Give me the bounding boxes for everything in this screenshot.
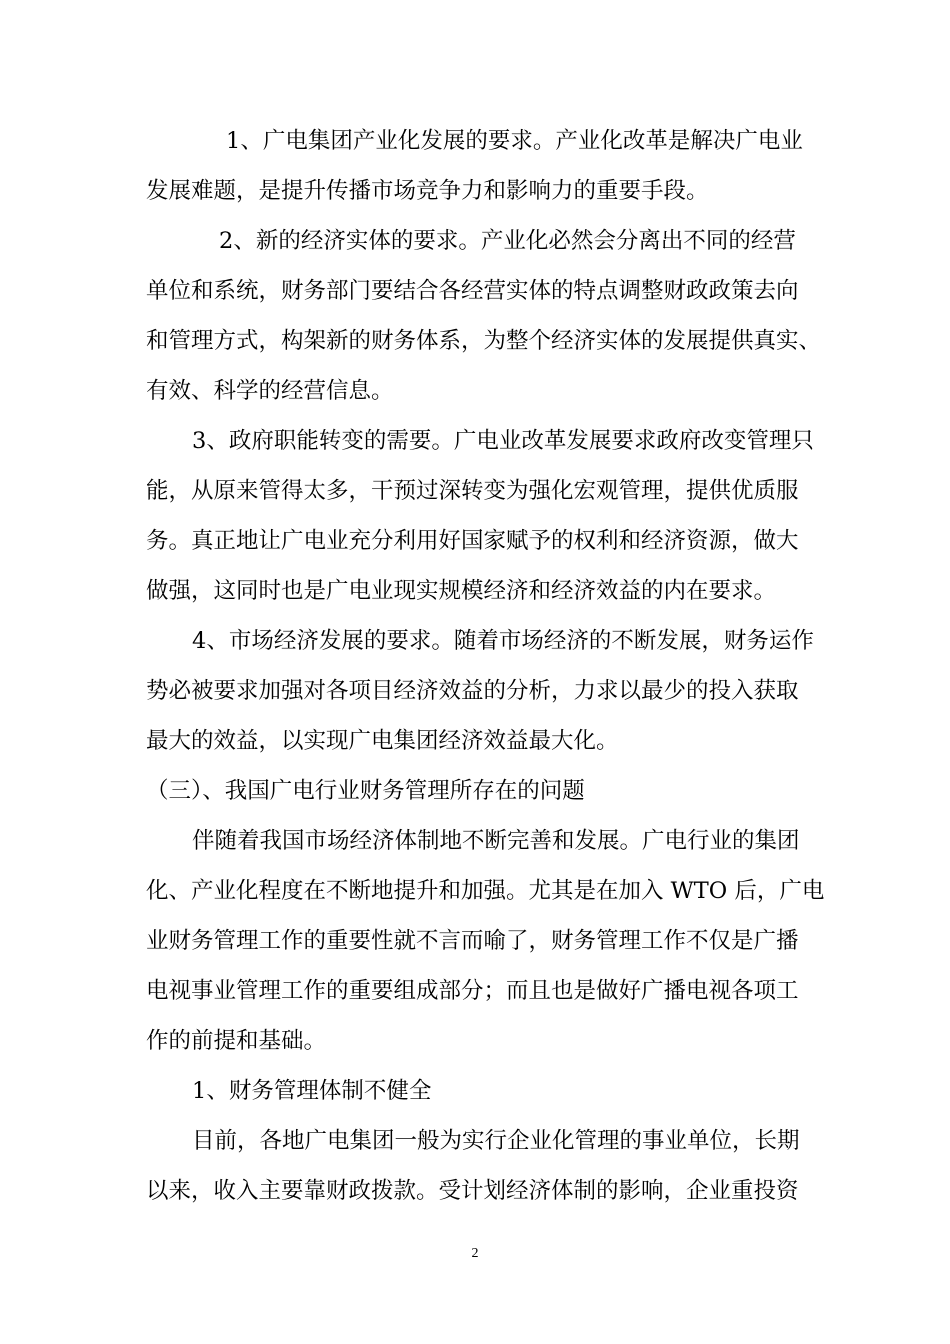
paragraph-4-line-2: 势必被要求加强对各项目经济效益的分析，力求以最少的投入获取 [146, 678, 799, 704]
paragraph-5-line-3: 业财务管理工作的重要性就不言而喻了，财务管理工作不仅是广播 [146, 928, 799, 954]
paragraph-2-line-4: 有效、科学的经营信息。 [146, 378, 394, 404]
paragraph-5-line-1: 伴随着我国市场经济体制地不断完善和发展。广电行业的集团 [192, 828, 800, 854]
paragraph-3-line-1: 3、政府职能转变的需要。广电业改革发展要求政府改变管理只 [192, 428, 814, 454]
paragraph-3-line-3: 务。真正地让广电业充分利用好国家赋予的权利和经济资源，做大 [146, 528, 799, 554]
paragraph-2-line-3: 和管理方式，构架新的财务体系，为整个经济实体的发展提供真实、 [146, 328, 822, 354]
paragraph-6-line-2: 以来，收入主要靠财政拨款。受计划经济体制的影响，企业重投资 [146, 1178, 799, 1204]
paragraph-5-line-2: 化、产业化程度在不断地提升和加强。尤其是在加入 WTO 后，广电 [146, 878, 825, 904]
paragraph-3-line-2: 能，从原来管得太多，干预过深转变为强化宏观管理，提供优质服 [146, 478, 799, 504]
paragraph-5-line-5: 作的前提和基础。 [146, 1028, 327, 1054]
paragraph-4-line-1: 4、市场经济发展的要求。随着市场经济的不断发展，财务运作 [192, 628, 814, 654]
paragraph-5-line-4: 电视事业管理工作的重要组成部分；而且也是做好广播电视各项工 [146, 978, 799, 1004]
paragraph-4-line-3: 最大的效益，以实现广电集团经济效益最大化。 [146, 728, 619, 754]
page-number: 2 [471, 1246, 479, 1261]
paragraph-1-line-1: 1、广电集团产业化发展的要求。产业化改革是解决广电业 [226, 128, 803, 154]
paragraph-2-line-2: 单位和系统，财务部门要结合各经营实体的特点调整财政政策去向 [146, 278, 799, 304]
paragraph-6-line-1: 目前，各地广电集团一般为实行企业化管理的事业单位，长期 [192, 1128, 800, 1154]
paragraph-1-line-2: 发展难题，是提升传播市场竞争力和影响力的重要手段。 [146, 178, 709, 204]
subsection-heading: 1、财务管理体制不健全 [192, 1078, 432, 1104]
paragraph-3-line-4: 做强，这同时也是广电业现实规模经济和经济效益的内在要求。 [146, 578, 777, 604]
section-heading: （三）、我国广电行业财务管理所存在的问题 [146, 778, 585, 804]
paragraph-2-line-1: 2、新的经济实体的要求。产业化必然会分离出不同的经营 [219, 228, 796, 254]
